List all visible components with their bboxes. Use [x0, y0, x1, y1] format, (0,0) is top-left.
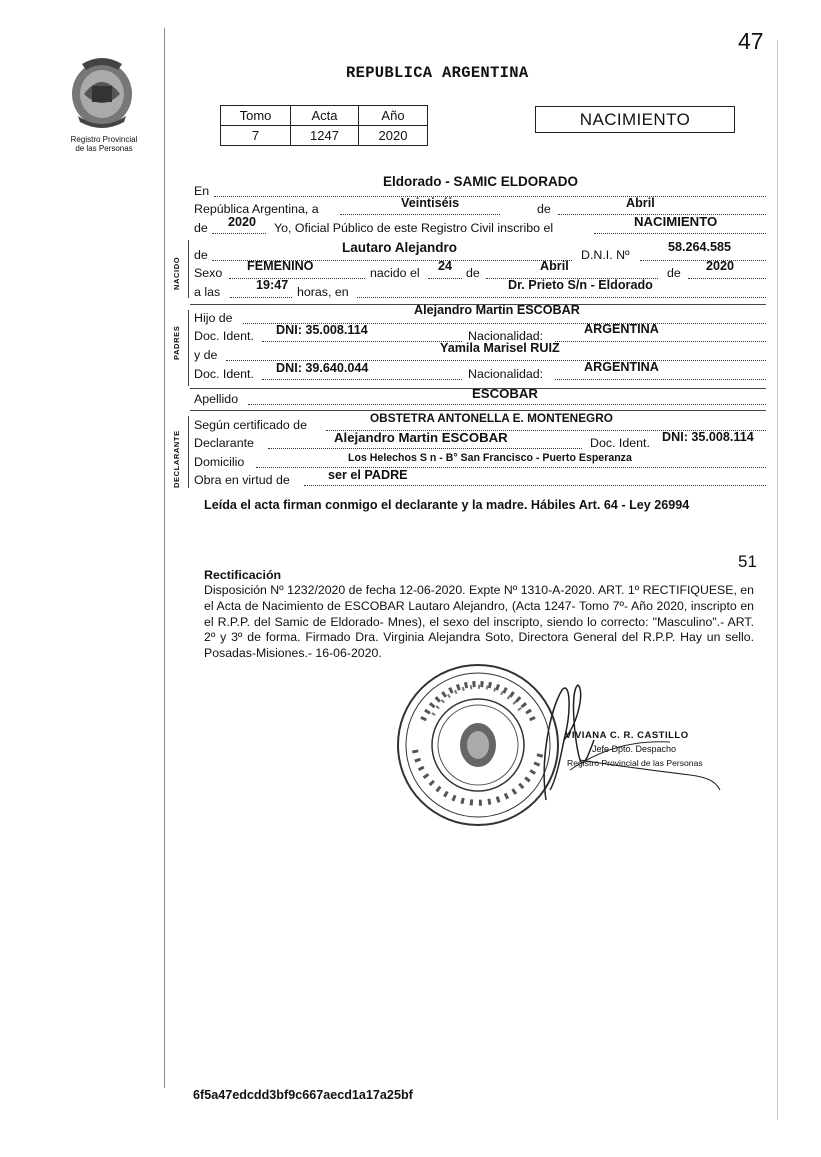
section-bracket [188, 416, 189, 488]
label-nacionalidad2: Nacionalidad: [468, 367, 544, 381]
label-nacionalidad: Nacionalidad: [468, 329, 544, 343]
section-nacido: NACIDO [172, 256, 181, 290]
dots [214, 196, 766, 197]
value-domicilio: Los Helechos S n - B° San Francisco - Puerto Esperanza [348, 452, 632, 464]
value-certificado: OBSTETRA ANTONELLA E. MONTENEGRO [370, 411, 613, 425]
logo-caption-line2: de las Personas [75, 144, 133, 153]
tomo-header: Tomo [221, 106, 291, 126]
value-declarante: Alejandro Martin ESCOBAR [334, 430, 508, 445]
logo-caption [58, 135, 150, 153]
rectification-title: Rectificación [204, 568, 282, 582]
value-padre: Alejandro Martin ESCOBAR [414, 303, 580, 317]
dots [212, 233, 266, 234]
left-margin-line [164, 28, 165, 1088]
dots [555, 379, 766, 380]
value-mes-nac: Abril [540, 259, 569, 273]
dots [594, 233, 766, 234]
tomo-value: 7 [221, 126, 291, 146]
section-declarante: DECLARANTE [172, 430, 181, 488]
page-number: 47 [738, 28, 764, 54]
value-declarante-doc: DNI: 35.008.114 [662, 430, 754, 444]
closing-statement: Leída el acta firman conmigo el declarante y la madre. Hábiles Art. 64 - Ley 26994 [204, 498, 690, 512]
value-dia-nac: 24 [438, 259, 453, 273]
value-dni: 58.264.585 [668, 240, 732, 254]
label-republica: República Argentina, a [194, 202, 319, 216]
right-margin-line [777, 40, 778, 1120]
section-bracket [188, 310, 189, 386]
value-nombre: Lautaro Alejandro [342, 240, 458, 255]
section-bracket [188, 240, 189, 298]
anio-header: Año [359, 106, 428, 126]
signature-name: VIVIANA C. R. CASTILLO [565, 730, 689, 741]
label-en: En [194, 184, 210, 198]
label-dni: D.N.I. Nº [581, 248, 630, 262]
document-title: REPUBLICA ARGENTINA [346, 64, 529, 82]
value-mes-registro: Abril [626, 196, 655, 210]
value-lugar: Eldorado - SAMIC ELDORADO [383, 174, 578, 189]
dots [340, 214, 500, 215]
value-apellido: ESCOBAR [472, 386, 538, 401]
value-padre-doc: DNI: 35.008.114 [276, 323, 368, 337]
dots [688, 278, 766, 279]
label-apellido: Apellido [194, 392, 239, 406]
record-type-box: NACIMIENTO [535, 106, 735, 133]
dots [230, 297, 292, 298]
value-madre-doc: DNI: 39.640.044 [276, 361, 369, 375]
label-segun: Según certificado de [194, 418, 307, 432]
label-hijo-de: Hijo de [194, 311, 233, 325]
dots [357, 297, 766, 298]
label-horas-en: horas, en [297, 285, 349, 299]
dots [555, 341, 766, 342]
label-de-mes: de [466, 266, 480, 280]
dots [428, 278, 462, 279]
label-doc-ident2: Doc. Ident. [194, 367, 254, 381]
label-de-anio: de [667, 266, 681, 280]
acta-value: 1247 [291, 126, 359, 146]
label-de2: de [194, 221, 208, 235]
value-madre-nac: ARGENTINA [584, 360, 659, 374]
value-madre: Yamila Marisel RUIZ [440, 341, 560, 355]
section-padres: PADRES [172, 325, 181, 360]
rectification-body: Disposición Nº 1232/2020 de fecha 12-06-2020. Expte Nº 1310-A-2020. ART. 1º RECTIFIQUESE, en el Acta de Nacimiento de ESCOBAR Lautaro Alejandro, (Acta 1247- Tomo 7º- Año 2020, inscripto en el R.P.P. del Samic de Eldorado- Mnes), el sexo del inscripto, siendo lo correcto: "Masculino".- ART. 2º y 3º de forma. Firmado Dra. Virginia Alejandra Soto, Directora General del R.P.P. Hay un sello. Posadas-Misiones.- 16-06-2020. [204, 583, 754, 661]
logo-caption-line1: Registro Provincial [70, 135, 138, 144]
misiones-coat-of-arms-icon [68, 50, 136, 130]
label-a-las: a las [194, 285, 221, 299]
label-doc-ident: Doc. Ident. [194, 329, 254, 343]
label-obra: Obra en virtud de [194, 473, 290, 487]
value-anio-registro: 2020 [228, 215, 257, 229]
value-lugar-nac: Dr. Prieto S/n - Eldorado [508, 278, 653, 292]
value-acto: NACIMIENTO [634, 214, 718, 229]
value-hora: 19:47 [256, 278, 289, 292]
value-anio-nac: 2020 [706, 259, 735, 273]
value-sexo: FEMENINO [247, 259, 314, 273]
label-declarante: Declarante [194, 436, 254, 450]
label-de: de [537, 202, 551, 216]
acta-header: Acta [291, 106, 359, 126]
label-sexo: Sexo [194, 266, 223, 280]
signature-title: Jefe Dpto. Despacho [592, 744, 677, 754]
dots [268, 448, 582, 449]
value-dia-registro: Veintiséis [401, 196, 460, 210]
label-y-de: y de [194, 348, 218, 362]
dots [248, 404, 766, 405]
dots [262, 341, 462, 342]
dots [640, 260, 766, 261]
label-domicilio: Domicilio [194, 455, 245, 469]
anio-value: 2020 [359, 126, 428, 146]
document-hash: 6f5a47edcdd3bf9c667aecd1a17a25bf [193, 1088, 413, 1102]
dots [229, 278, 365, 279]
dots [304, 485, 766, 486]
label-de-nombre: de [194, 248, 208, 262]
record-table [220, 105, 428, 146]
value-obra: ser el PADRE [328, 468, 408, 482]
label-nacido-el: nacido el [370, 266, 420, 280]
label-yo: Yo, Oficial Público de este Registro Civil inscribo el [274, 221, 554, 235]
signature-office: Registro Provincial de las Personas [567, 758, 703, 768]
value-padre-nac: ARGENTINA [584, 322, 659, 336]
dots [262, 379, 462, 380]
annotation-number: 51 [738, 552, 757, 571]
label-doc-ident3: Doc. Ident. [590, 436, 650, 450]
